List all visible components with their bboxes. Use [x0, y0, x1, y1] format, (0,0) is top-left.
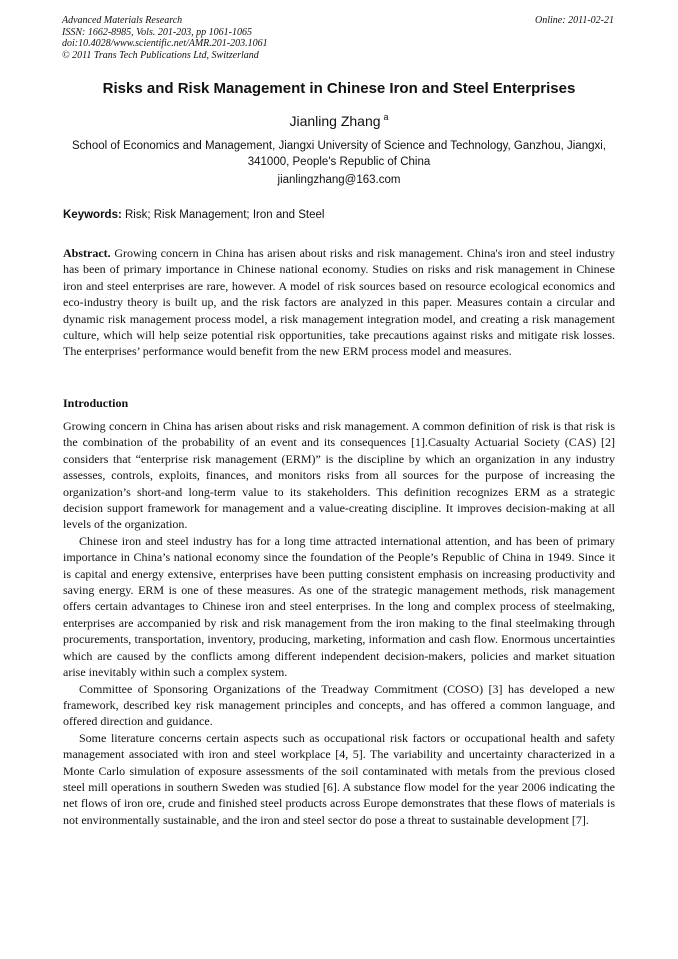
journal-name: Advanced Materials Research: [62, 15, 183, 26]
author-email: jianlingzhang@163.com: [277, 174, 401, 186]
author-superscript: a: [383, 112, 389, 122]
author-affiliation: School of Economics and Management, Jiangxi University of Science and Technology, Ganzhou, Jiangxi, 341000, People's Republic of China: [72, 140, 606, 168]
paper-title: Risks and Risk Management in Chinese Iron and Steel Enterprises: [102, 80, 576, 97]
abstract: [63, 245, 615, 360]
introduction-body: [63, 418, 615, 828]
abstract-text: Growing concern in China has arisen about risks and risk management. China's iron and steel industry has been of primary importance in Chinese national economy. Studies on risks and risk management in Chinese iron and steel enterprises are rare, however. A model of risk sources based on resource ecological economics and eco-industry theory is built up, and the risk factors are analyzed in this paper. Measures contain a circular and dynamic risk management process model, a risk management integration model, and creating a risk management culture, which will help seize potential risk opportunities, take precautions against risks and mitigate risk losses. The enterprises’ performance would benefit from the new ERM process model and measures.: [63, 246, 615, 359]
intro-paragraph-1: Growing concern in China has arisen about risks and risk management. A common definition of risk is that risk is the combination of the probability of an event and its consequences [1].Casualty Actuarial Society (CAS) [2] considers that “enterprise risk management (ERM)” is the discipline by which an organization in any industry assesses, controls, exploits, finances, and monitors risks from all sources for the purpose of increasing the organization’s short-and long-term value to its stakeholders. This definition recognizes ERM as a strategic decision support framework for management and a value-creating discipline. It improves decision-making at all levels of the organization.: [63, 419, 615, 532]
keywords-label: Keywords:: [63, 209, 122, 221]
intro-paragraph-4: Some literature concerns certain aspects such as occupational risk factors or occupational health and safety management associated with iron and steel workplace [4, 5]. The variability and uncertainty characterized in a Monte Carlo simulation of exposure assessments of the soil contaminated with metals from the previous closed steel mill operations in southern Sweden was studied [6]. A substance flow model for the year 2006 indicating the net flows of iron ore, crude and finished steel products across Europe demonstrates that these flows of materials is not environmentally sustainable, and the iron and steel sector do pose a threat to sustainable development [7].: [63, 730, 615, 827]
journal-copyright: © 2011 Trans Tech Publications Ltd, Switzerland: [62, 49, 259, 61]
intro-paragraph-2: Chinese iron and steel industry has for a long time attracted international attention, and has been of primary importance in China’s national economy since the foundation of the People’s Republic of China in 1949. Since it is capital and energy extensive, enterprises have been putting consistent emphasis on increasing productivity and saving energy. ERM is one of these measures. As one of the strategic management methods, risk management offers certain advantages to Chinese iron and steel enterprises. In the long and complex process of steelmaking, enterprises are accompanied by risk and risk management from the iron making to the final steelmaking through procurements, transportation, inventory, producing, marketing, information and cash flow. Enormous uncertainties which are caused by the conflicts among different independent decision-makers, policies and market situation arise inevitably within such a complex system.: [63, 533, 615, 680]
journal-doi: doi:10.4028/www.scientific.net/AMR.201-203.1061: [62, 38, 268, 49]
author-line: [40, 112, 638, 129]
section-heading-introduction: Introduction: [63, 396, 129, 410]
keywords: [63, 209, 615, 221]
intro-paragraph-3: Committee of Sponsoring Organizations of the Treadway Commitment (COSO) [3] has developed a new framework, described key risk management principles and concepts, and has offered a common language, and offered direction and guidance.: [63, 681, 615, 729]
online-date: Online: 2011-02-21: [535, 15, 614, 26]
journal-issn: ISSN: 1662-8985, Vols. 201-203, pp 1061-1065: [62, 26, 252, 38]
keywords-text: Risk; Risk Management; Iron and Steel: [125, 209, 325, 221]
abstract-label: Abstract.: [63, 246, 111, 260]
journal-header: [62, 15, 614, 61]
author-name: Jianling Zhang: [289, 113, 381, 129]
